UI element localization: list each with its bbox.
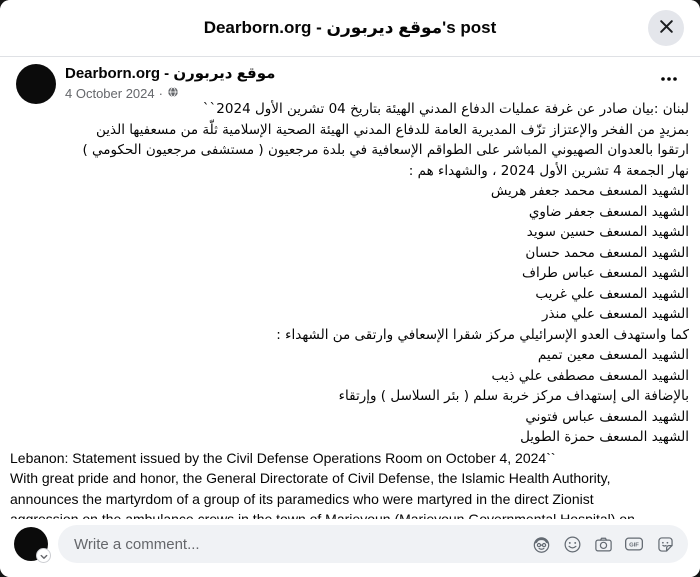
gif-button[interactable]: [621, 531, 647, 557]
close-button[interactable]: [648, 10, 684, 46]
comment-pill[interactable]: [58, 525, 688, 563]
post-text: [10, 99, 689, 577]
sticker-button[interactable]: [652, 531, 678, 557]
avatar-sticker-button[interactable]: [528, 531, 554, 557]
svg-text:GIF: GIF: [629, 542, 639, 549]
comment-input[interactable]: [72, 535, 528, 554]
post-text-line: الشهيد المسعف محمد حسان: [525, 244, 689, 261]
globe-public-icon: [167, 86, 179, 101]
post-text-line: الشهيد المسعف معين تميم: [537, 347, 689, 363]
post-text-line: لبنان :بيان صادر عن غرفة عمليات الدفاع المدني الهيئة بتاريخ 04 تشرين الأول 2024``: [202, 101, 689, 117]
author-name[interactable]: Dearborn.org - موقع ديربورن: [65, 65, 276, 82]
author-meta: [65, 64, 275, 101]
date-separator: ·: [158, 86, 163, 101]
emoji-button[interactable]: [559, 531, 585, 557]
post-text-line: الشهيد المسعف علي منذر: [541, 306, 689, 322]
switch-identity-button[interactable]: [36, 548, 51, 563]
post-text-line: الشهيد المسعف حسين سويد: [526, 224, 689, 240]
author-row: [16, 64, 684, 104]
post-text-line: الشهيد المسعف جعفر ضاوي: [528, 203, 689, 220]
camera-icon: [593, 534, 614, 555]
post-text-line: الشهيد المسعف علي غريب: [535, 285, 689, 302]
post-text-line: الشهيد المسعف عباس فتوني: [525, 408, 689, 425]
comment-composer: [0, 519, 700, 577]
post-text-line: الشهيد المسعف حمزة الطويل: [520, 429, 689, 445]
post-date-row[interactable]: [65, 86, 275, 101]
post-text-line: الشهيد المسعف مصطفى علي ذيب: [491, 367, 689, 384]
avatar-sticker-icon: [531, 534, 552, 555]
chevron-down-icon: [40, 547, 48, 565]
post-text-line: Lebanon: Statement issued by the Civil Defense Operations Room on October 4, 2024``: [10, 449, 556, 466]
post-text-line: كما واستهدف العدو الإسرائيلي مركز شقرا الإسعافي وارتقى من الشهداء :: [276, 326, 689, 343]
post-text-line: نهار الجمعة 4 تشرين الأول 2024 ، والشهداء هم :: [408, 162, 689, 179]
ellipsis-icon: [660, 70, 678, 85]
author-avatar[interactable]: [16, 64, 56, 104]
gif-icon: [623, 533, 645, 555]
post-text-line: بمزيدٍ من الفخر والإعتزاز تزّف المديرية العامة للدفاع المدني الهيئة الصحية الإسلامية ثلّة من مسعفيها الذين: [96, 121, 689, 138]
composer-avatar-wrap: [14, 527, 48, 561]
post-date[interactable]: 4 October 2024: [65, 86, 155, 101]
post-text-line: ارتقوا بالعدوان الصهيوني المباشر على الطواقم الإسعافية في بلدة مرجعيون ( مستشفى مرجعيون الحكومي ): [82, 142, 689, 158]
camera-button[interactable]: [590, 531, 616, 557]
post-text-line: الشهيد المسعف محمد جعفر هريش: [490, 183, 689, 199]
post-text-line: الشهيد المسعف عباس طراف: [521, 265, 689, 281]
composer-icons: [528, 531, 678, 557]
sticker-icon: [655, 534, 676, 555]
post-text-line: بالإضافة الى إستهداف مركز خربة سلم ( بئر السلاسل ) وإرتقاء: [338, 388, 689, 404]
more-options-button[interactable]: [654, 72, 684, 86]
modal-header: [0, 0, 700, 57]
modal-title: Dearborn.org - موقع ديربورن's post: [203, 18, 497, 37]
close-icon: [659, 19, 674, 37]
post-text-line: With great pride and honor, the General Directorate of Civil Defense, the Islamic Health Authority,: [10, 470, 611, 486]
post-text-line: announces the martyrdom of a group of its paramedics who were martyred in the direct Zionist: [10, 490, 594, 507]
emoji-icon: [562, 534, 583, 555]
